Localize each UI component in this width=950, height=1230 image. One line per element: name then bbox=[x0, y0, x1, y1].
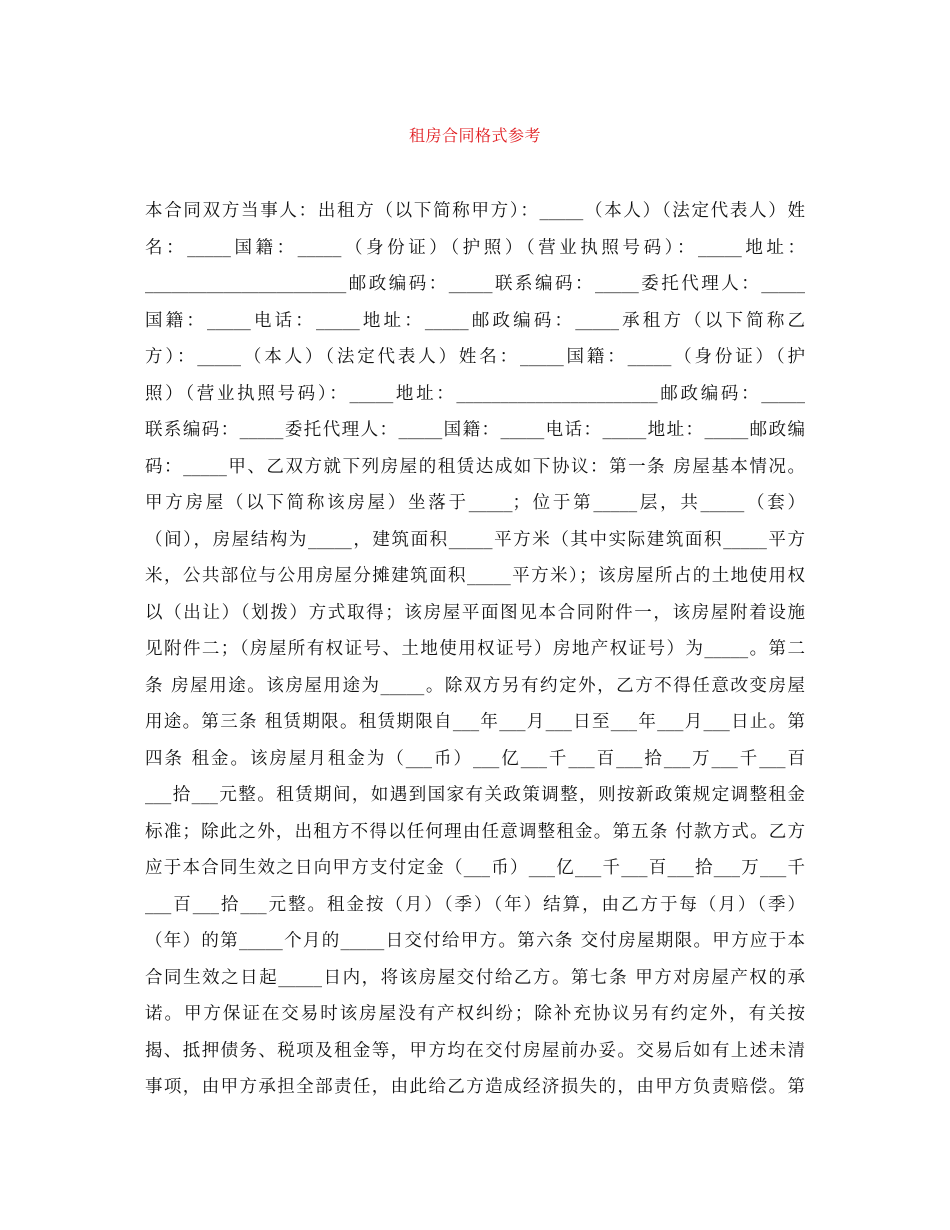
body-line: 见附件二；（房屋所有权证号、土地使用权证号）房地产权证号）为_____。第二 bbox=[145, 639, 805, 659]
body-line: （年）的第_____个月的_____日交付给甲方。第六条 交付房屋期限。甲方应于本 bbox=[145, 931, 805, 951]
body-line: 揭、抵押债务、税项及租金等，甲方均在交付房屋前办妥。交易后如有上述未清 bbox=[145, 1040, 805, 1061]
body-line: 米，公共部位与公用房屋分摊建筑面积_____平方米）；该房屋所占的土地使用权 bbox=[145, 566, 805, 586]
body-line: 联系编码：_____委托代理人：_____国籍：_____电话：_____地址：_____邮政编 bbox=[145, 420, 805, 440]
body-line: ___百___拾___元整。租金按（月）（季）（年）结算，由乙方于每（月）（季） bbox=[145, 894, 805, 915]
body-line: 码：_____甲、乙双方就下列房屋的租赁达成如下协议：第一条 房屋基本情况。 bbox=[145, 456, 805, 477]
document-title: 租房合同格式参考 bbox=[408, 126, 541, 145]
contract-body bbox=[145, 193, 805, 1106]
body-line: 用途。第三条 租赁期限。租赁期限自___年___月___日至___年___月___日止。第 bbox=[145, 712, 805, 732]
body-line: 应于本合同生效之日向甲方支付定金（___币）___亿___千___百___拾___万___千 bbox=[145, 858, 805, 878]
body-line: 以（出让）（划拨）方式取得；该房屋平面图见本合同附件一，该房屋附着设施 bbox=[145, 602, 805, 623]
body-line: 标准；除此之外，出租方不得以任何理由任意调整租金。第五条 付款方式。乙方 bbox=[145, 821, 805, 842]
body-line: _______________________邮政编码：_____联系编码：_____委托代理人：_____ bbox=[145, 274, 805, 294]
body-line: ___拾___元整。租赁期间，如遇到国家有关政策调整，则按新政策规定调整租金 bbox=[145, 785, 805, 805]
body-line: 甲方房屋（以下简称该房屋）坐落于_____；位于第_____层，共_____（套） bbox=[145, 493, 805, 513]
body-line: （间），房屋结构为_____，建筑面积_____平方米（其中实际建筑面积_____平方 bbox=[145, 529, 805, 550]
body-line: 四条 租金。该房屋月租金为（___币）___亿___千___百___拾___万___千___百 bbox=[145, 748, 805, 769]
body-line: 诺。甲方保证在交易时该房屋没有产权纠纷；除补充协议另有约定外，有关按 bbox=[145, 1004, 805, 1024]
body-line: 名：_____国籍：_____（身份证）（护照）（营业执照号码）：_____地址： bbox=[145, 237, 805, 258]
body-line: 国籍：_____电话：_____地址：_____邮政编码：_____承租方（以下简称乙 bbox=[145, 310, 805, 331]
body-line: 事项，由甲方承担全部责任，由此给乙方造成经济损失的，由甲方负责赔偿。第 bbox=[145, 1077, 805, 1097]
body-line: 照）（营业执照号码）：_____地址：_______________________邮政编码：_____ bbox=[145, 383, 805, 404]
body-line: 本合同双方当事人：出租方（以下简称甲方）：_____（本人）（法定代表人）姓 bbox=[145, 201, 805, 221]
body-line: 合同生效之日起_____日内，将该房屋交付给乙方。第七条 甲方对房屋产权的承 bbox=[145, 967, 805, 988]
body-line: 方）：_____（本人）（法定代表人）姓名：_____国籍：_____（身份证）（护 bbox=[145, 347, 805, 367]
body-line: 条 房屋用途。该房屋用途为_____。除双方另有约定外，乙方不得任意改变房屋 bbox=[145, 675, 805, 696]
